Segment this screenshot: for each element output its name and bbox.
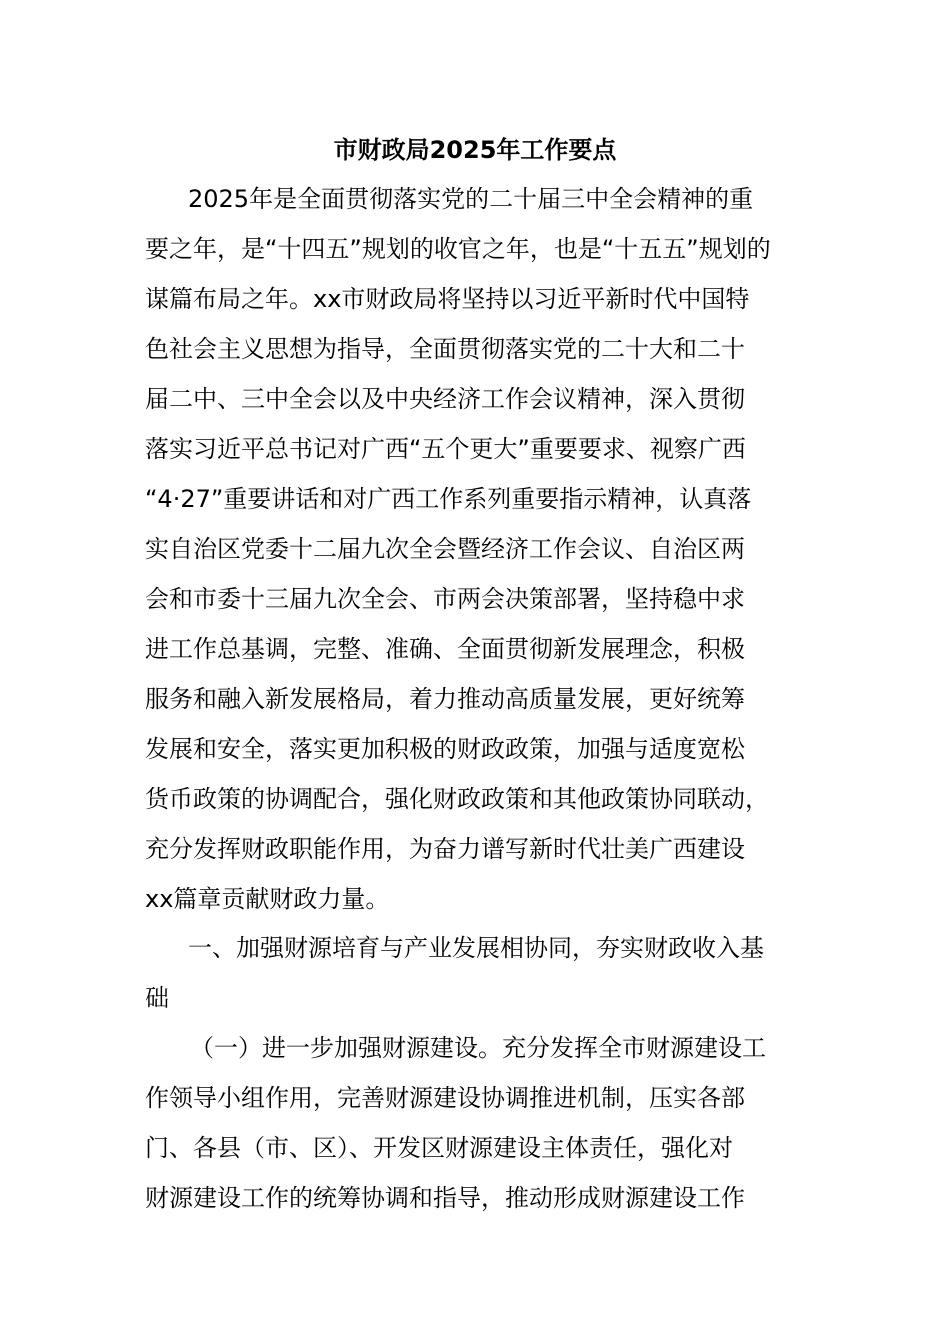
section-heading-1: 一、加强财源培育与产业发展相协同，夯实财政收入基: [188, 934, 764, 962]
subsection-line-4: 财源建设工作的统筹协调和指导，推动形成财源建设工作: [145, 1184, 745, 1212]
body-line-14: 充分发挥财政职能作用，为奋力谱写新时代壮美广西建设: [145, 835, 745, 863]
body-line-6: 落实习近平总书记对广西“五个更大”重要要求、视察广西: [145, 435, 746, 463]
body-line-2: 要之年，是“十四五”规划的收官之年，也是“十五五”规划的: [145, 235, 771, 263]
body-line-8: 实自治区党委十二届九次全会暨经济工作会议、自治区两: [145, 535, 745, 563]
body-line-15: xx篇章贡献财政力量。: [145, 885, 390, 913]
section-heading-1-cont: 础: [145, 984, 169, 1012]
subsection-line-3: 门、各县（市、区）、开发区财源建设主体责任，强化对: [145, 1134, 733, 1162]
body-line-3: 谋篇布局之年。xx市财政局将坚持以习近平新时代中国特: [145, 285, 750, 313]
body-line-9: 会和市委十三届九次全会、市两会决策部署，坚持稳中求: [145, 585, 745, 613]
body-line-7: “4·27”重要讲话和对广西工作系列重要指示精神，认真落: [145, 485, 752, 513]
body-line-12: 发展和安全，落实更加积极的财政政策，加强与适度宽松: [145, 735, 745, 763]
body-line-10: 进工作总基调，完整、准确、全面贯彻新发展理念，积极: [145, 635, 745, 663]
body-line-1: 2025年是全面贯彻落实党的二十届三中全会精神的重: [188, 185, 754, 213]
subsection-line-2: 作领导小组作用，完善财源建设协调推进机制，压实各部: [145, 1084, 745, 1112]
body-line-4: 色社会主义思想为指导，全面贯彻落实党的二十大和二十: [145, 335, 745, 363]
subsection-line-1: （一）进一步加强财源建设。充分发挥全市财源建设工: [190, 1034, 766, 1062]
body-line-13: 货币政策的协调配合，强化财政政策和其他政策协同联动，: [145, 785, 769, 813]
body-line-11: 服务和融入新发展格局，着力推动高质量发展，更好统筹: [145, 685, 745, 713]
document-title: 市财政局2025年工作要点: [333, 136, 617, 164]
body-line-5: 届二中、三中全会以及中央经济工作会议精神，深入贯彻: [145, 385, 745, 413]
